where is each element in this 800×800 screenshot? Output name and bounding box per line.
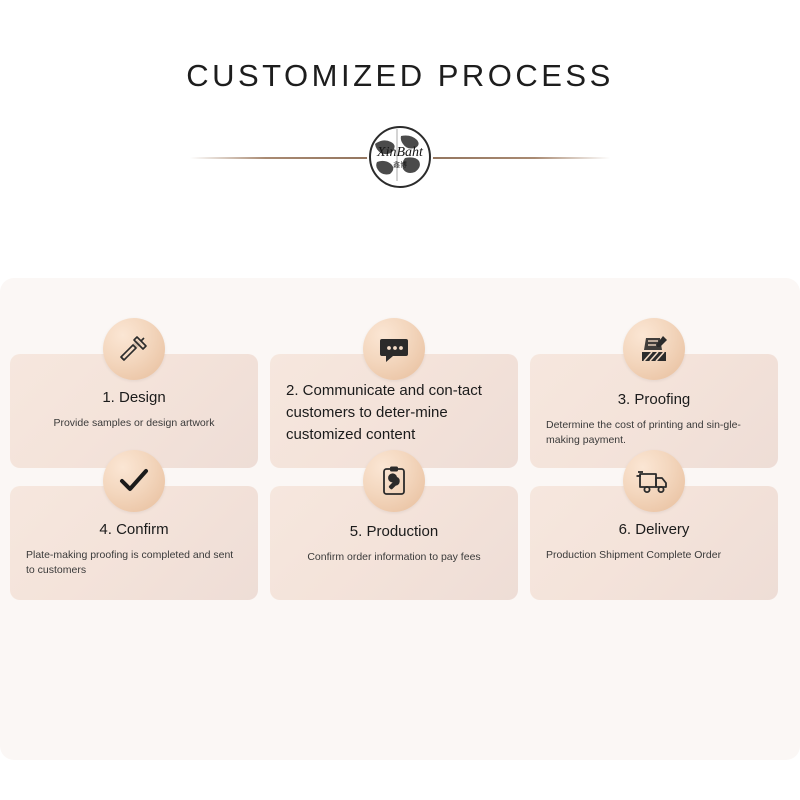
steps-panel	[0, 278, 800, 760]
step-card-6[interactable]	[530, 486, 778, 600]
step-desc: Plate-making proofing is completed and sent to customers	[26, 549, 234, 576]
step-desc: Production Shipment Complete Order	[546, 549, 722, 561]
brand-logo	[367, 124, 433, 190]
page-title: CUSTOMIZED PROCESS	[186, 58, 614, 93]
printing-proof-icon	[623, 318, 685, 380]
divider	[190, 124, 610, 190]
step-desc: Determine the cost of printing and sin-gle-making payment.	[546, 419, 741, 446]
header	[0, 0, 800, 190]
logo-subtext: 鑫博	[393, 162, 407, 169]
step-title: 1. Design	[102, 389, 166, 406]
step-title: 3. Proofing	[617, 391, 691, 408]
clipboard-wrench-icon	[363, 450, 425, 512]
step-title: 2. Communicate and con-tact customers to deter-mine customized content	[286, 382, 482, 443]
step-title: 5. Production	[349, 523, 439, 540]
step-card-4[interactable]	[10, 486, 258, 600]
design-tools-icon	[103, 318, 165, 380]
delivery-truck-icon	[623, 450, 685, 512]
step-desc: Confirm order information to pay fees	[307, 551, 481, 563]
globe-icon	[369, 126, 431, 188]
step-card-5[interactable]	[270, 486, 518, 600]
chat-bubble-icon	[363, 318, 425, 380]
steps-grid	[10, 354, 790, 600]
step-title: 6. Delivery	[618, 521, 690, 538]
step-desc: Provide samples or design artwork	[53, 417, 215, 429]
logo-wordmark: XinBaht	[377, 145, 423, 160]
step-title: 4. Confirm	[99, 521, 169, 538]
check-mark-icon	[103, 450, 165, 512]
